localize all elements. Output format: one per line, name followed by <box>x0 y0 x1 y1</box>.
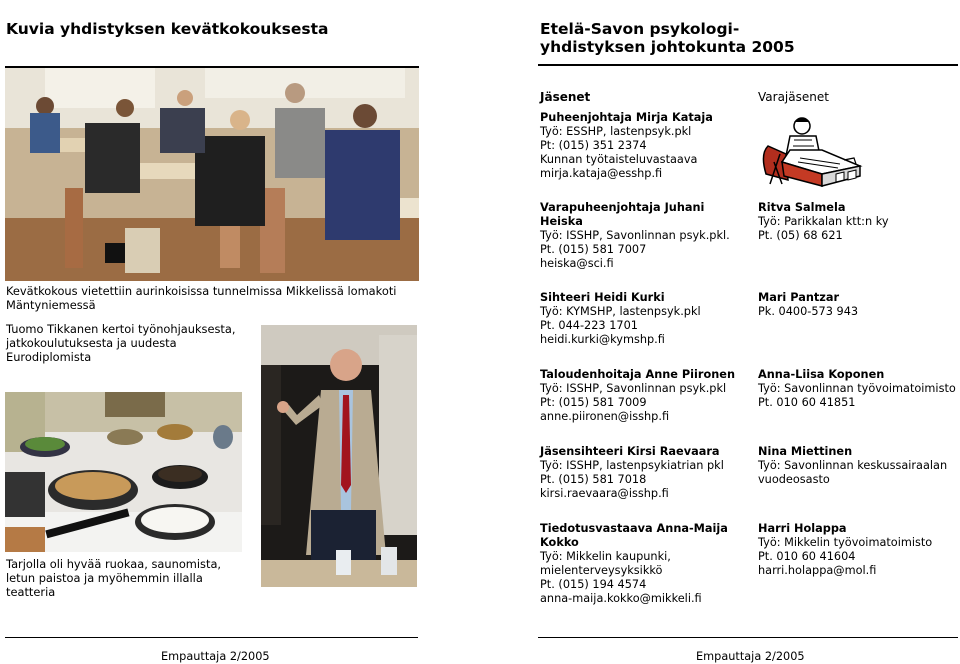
member-detail[interactable]: heidi.kurki@kymshp.fi <box>540 333 665 346</box>
member-name: Sihteeri Heidi Kurki <box>540 291 665 304</box>
deputy-entry <box>758 291 958 319</box>
member-name: Taloudenhoitaja Anne Piironen <box>540 368 735 381</box>
right-footer: Empauttaja 2/2005 <box>696 650 805 663</box>
deputy-name: Harri Holappa <box>758 522 847 535</box>
deputy-detail: Pk. 0400-573 943 <box>758 305 859 318</box>
members-heading: Jäsenet <box>540 90 591 104</box>
member-detail: Pt. (015) 581 7018 <box>540 473 647 486</box>
member-detail: Työ: ISSHP, Savonlinnan psyk.pkl <box>540 382 727 395</box>
photo-speaker <box>261 325 417 587</box>
photo-caption-meeting: Kevätkokous vietettiin aurinkoisissa tunnelmissa Mikkelissä lomakoti Mäntyniemessä <box>6 284 397 312</box>
deputy-detail: Työ: Savonlinnan työvoimatoimisto <box>758 382 956 395</box>
member-detail: Työ: KYMSHP, lastenpsyk.pkl <box>540 305 701 318</box>
deputy-detail: Työ: Mikkelin työvoimatoimisto <box>758 536 933 549</box>
member-detail[interactable]: kirsi.raevaara@isshp.fi <box>540 487 669 500</box>
member-entry <box>540 291 755 347</box>
member-detail: Pt. 044-223 1701 <box>540 319 638 332</box>
member-entry <box>540 522 740 606</box>
deputy-detail: Pt. (05) 68 621 <box>758 229 843 242</box>
deputy-detail: Työ: Parikkalan ktt:n ky <box>758 215 889 228</box>
member-entry <box>540 445 755 501</box>
deputy-detail: Työ: Savonlinnan keskussairaalan vuodeosasto <box>758 459 948 486</box>
photo-meeting-room <box>5 68 419 281</box>
deputy-entry <box>758 201 958 243</box>
deputy-entry <box>758 522 958 578</box>
deputy-detail: Pt. 010 60 41851 <box>758 396 856 409</box>
right-footer-rule <box>538 637 958 638</box>
photo-food-buffet <box>5 392 242 552</box>
left-footer: Empauttaja 2/2005 <box>161 650 270 663</box>
photo-caption-speaker: Tuomo Tikkanen kertoi työnohjauksesta, jatkokoulutuksesta ja uudesta Eurodiplomista <box>6 322 236 364</box>
deputy-entry <box>758 368 960 410</box>
member-detail: Työ: ESSHP, lastenpsyk.pkl <box>540 125 692 138</box>
deputy-name: Anna-Liisa Koponen <box>758 368 885 381</box>
member-detail: Kunnan työtaisteluvastaava <box>540 153 698 166</box>
deputy-detail: Pt. 010 60 41604 <box>758 550 856 563</box>
member-detail: Pt: (015) 351 2374 <box>540 139 647 152</box>
member-detail: Pt: (015) 581 7009 <box>540 396 647 409</box>
member-detail[interactable]: heiska@sci.fi <box>540 257 614 270</box>
member-detail[interactable]: anna-maija.kokko@mikkeli.fi <box>540 592 702 605</box>
left-footer-rule <box>5 637 418 638</box>
member-name: Puheenjohtaja Mirja Kataja <box>540 111 713 124</box>
member-entry <box>540 111 755 181</box>
member-detail: Työ: ISSHP, lastenpsykiatrian pkl <box>540 459 724 472</box>
right-title-rule <box>538 64 958 66</box>
member-detail: Työ: ISSHP, Savonlinnan psyk.pkl. <box>540 229 730 242</box>
photo-caption-food: Tarjolla oli hyvää ruokaa, saunomista, letun paistoa ja myöhemmin illalla teatteria <box>6 557 222 599</box>
member-detail: Pt. (015) 194 4574 <box>540 578 647 591</box>
member-detail[interactable]: anne.piironen@isshp.fi <box>540 410 670 423</box>
member-name: Jäsensihteeri Kirsi Raevaara <box>540 445 720 458</box>
deputy-entry <box>758 445 958 487</box>
member-detail: Työ: Mikkelin kaupunki, mielenterveysyksikkö <box>540 550 671 577</box>
left-page-title: Kuvia yhdistyksen kevätkokouksesta <box>6 20 329 38</box>
deputy-name: Nina Miettinen <box>758 445 853 458</box>
right-page-title-line2: yhdistyksen johtokunta 2005 <box>540 38 795 56</box>
member-detail[interactable]: mirja.kataja@esshp.fi <box>540 167 663 180</box>
member-entry <box>540 201 740 271</box>
deputy-name: Mari Pantzar <box>758 291 840 304</box>
deputies-heading: Varajäsenet <box>758 90 829 104</box>
member-detail: Pt. (015) 581 7007 <box>540 243 647 256</box>
member-name: Tiedotusvastaava Anna-Maija Kokko <box>540 522 728 549</box>
right-page-title-line1: Etelä-Savon psykologi- <box>540 20 740 38</box>
member-entry <box>540 368 755 424</box>
member-name: Varapuheenjohtaja Juhani Heiska <box>540 201 705 228</box>
deputy-detail[interactable]: harri.holappa@mol.fi <box>758 564 877 577</box>
right-page-title <box>540 20 795 56</box>
writer-clipart <box>760 114 870 190</box>
deputy-name: Ritva Salmela <box>758 201 846 214</box>
